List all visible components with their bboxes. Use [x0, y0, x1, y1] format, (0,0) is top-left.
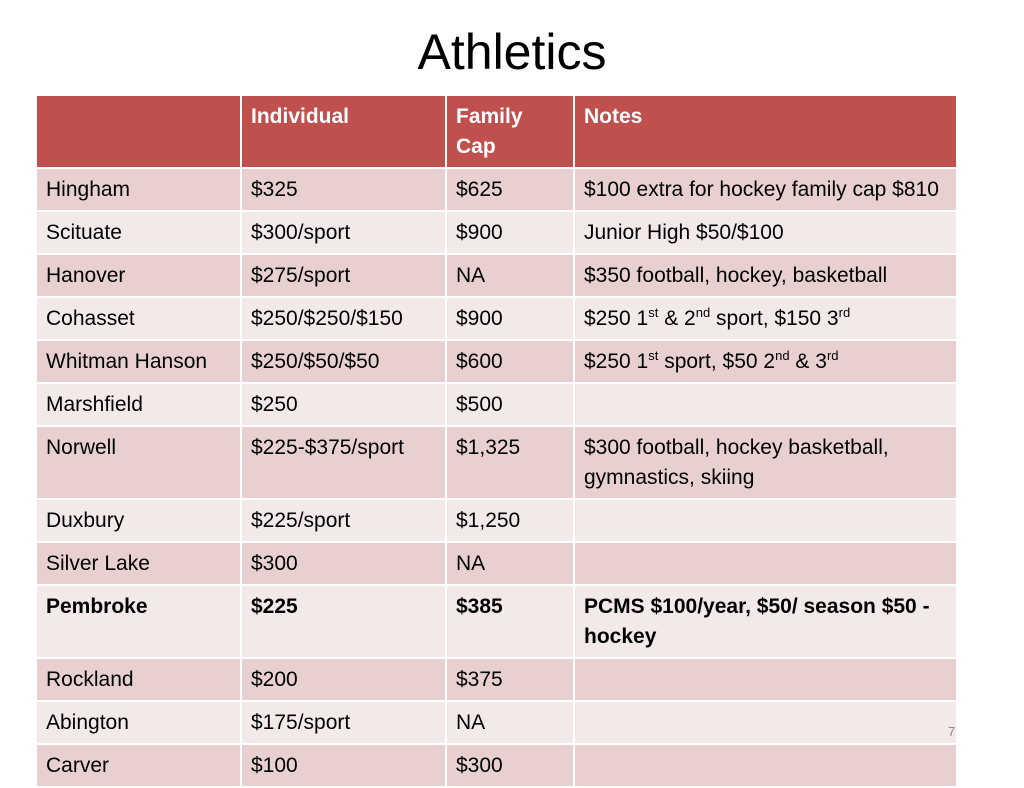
individual-cell: $300 — [241, 542, 446, 585]
town-cell: Scituate — [36, 211, 241, 254]
individual-cell: $200 — [241, 658, 446, 701]
town-cell: Pembroke — [36, 585, 241, 658]
notes-text: $250 1 — [584, 307, 649, 330]
page-title: Athletics — [417, 24, 607, 80]
header-individual: Individual — [241, 95, 446, 168]
town-cell: Hingham — [36, 168, 241, 211]
individual-cell: $225 — [241, 585, 446, 658]
ordinal-suffix: st — [648, 305, 659, 320]
header-notes: Notes — [574, 95, 957, 168]
table-row — [36, 701, 957, 744]
table-row — [36, 383, 957, 426]
family-cap-cell: $625 — [446, 168, 574, 211]
table-row — [36, 168, 957, 211]
notes-cell: $300 football, hockey basketball, gymnastics, skiing — [574, 426, 957, 499]
notes-cell — [574, 383, 957, 426]
town-cell: Silver Lake — [36, 542, 241, 585]
town-cell: Carver — [36, 744, 241, 787]
family-cap-cell: $1,325 — [446, 426, 574, 499]
notes-cell — [574, 340, 957, 383]
family-cap-cell: $600 — [446, 340, 574, 383]
family-cap-cell: $300 — [446, 744, 574, 787]
town-cell: Abington — [36, 701, 241, 744]
individual-cell: $175/sport — [241, 701, 446, 744]
individual-cell: $250/$250/$150 — [241, 297, 446, 340]
ordinal-suffix: nd — [695, 305, 711, 320]
town-cell: Rockland — [36, 658, 241, 701]
ordinal-suffix: nd — [775, 348, 790, 363]
table-row — [36, 744, 957, 787]
family-cap-cell: NA — [446, 701, 574, 744]
table-row — [36, 297, 957, 340]
notes-text: sport, $150 3 — [710, 307, 839, 330]
table-row — [36, 340, 957, 383]
family-cap-cell: $900 — [446, 211, 574, 254]
notes-cell — [574, 744, 957, 787]
individual-cell: $100 — [241, 744, 446, 787]
table-row — [36, 499, 957, 542]
family-cap-cell: $500 — [446, 383, 574, 426]
notes-text: & 3 — [789, 350, 827, 373]
town-cell: Marshfield — [36, 383, 241, 426]
table-row — [36, 658, 957, 701]
notes-cell: $100 extra for hockey family cap $810 — [574, 168, 957, 211]
notes-text: & 2 — [658, 307, 696, 330]
individual-cell: $275/sport — [241, 254, 446, 297]
family-cap-cell: $385 — [446, 585, 574, 658]
table-row-highlighted — [36, 585, 957, 658]
athletics-fee-table — [35, 94, 958, 788]
town-cell: Norwell — [36, 426, 241, 499]
family-cap-cell: $900 — [446, 297, 574, 340]
notes-cell — [574, 542, 957, 585]
header-family-cap: Family Cap — [446, 95, 574, 168]
family-cap-cell: $375 — [446, 658, 574, 701]
slide-number: 7 — [948, 724, 956, 739]
individual-cell: $300/sport — [241, 211, 446, 254]
individual-cell: $325 — [241, 168, 446, 211]
town-cell: Duxbury — [36, 499, 241, 542]
notes-cell: Junior High $50/$100 — [574, 211, 957, 254]
family-cap-cell: $1,250 — [446, 499, 574, 542]
notes-cell — [574, 499, 957, 542]
table-row — [36, 254, 957, 297]
individual-cell: $250/$50/$50 — [241, 340, 446, 383]
table-row — [36, 542, 957, 585]
ordinal-suffix: rd — [838, 305, 851, 320]
table-row — [36, 211, 957, 254]
town-cell: Hanover — [36, 254, 241, 297]
notes-cell: $350 football, hockey, basketball — [574, 254, 957, 297]
notes-text: $250 1 — [584, 350, 649, 373]
notes-cell — [574, 297, 957, 340]
notes-cell — [574, 658, 957, 701]
individual-cell: $250 — [241, 383, 446, 426]
notes-text: sport, $50 2 — [658, 350, 776, 373]
individual-cell: $225/sport — [241, 499, 446, 542]
table-header-row — [36, 95, 957, 168]
ordinal-suffix: rd — [826, 348, 839, 363]
notes-cell — [574, 701, 957, 744]
town-cell: Cohasset — [36, 297, 241, 340]
table-row — [36, 426, 957, 499]
notes-cell: PCMS $100/year, $50/ season $50 -hockey — [574, 585, 957, 658]
family-cap-cell: NA — [446, 254, 574, 297]
town-cell: Whitman Hanson — [36, 340, 241, 383]
header-town — [36, 95, 241, 168]
family-cap-cell: NA — [446, 542, 574, 585]
individual-cell: $225-$375/sport — [241, 426, 446, 499]
ordinal-suffix: st — [648, 348, 659, 363]
